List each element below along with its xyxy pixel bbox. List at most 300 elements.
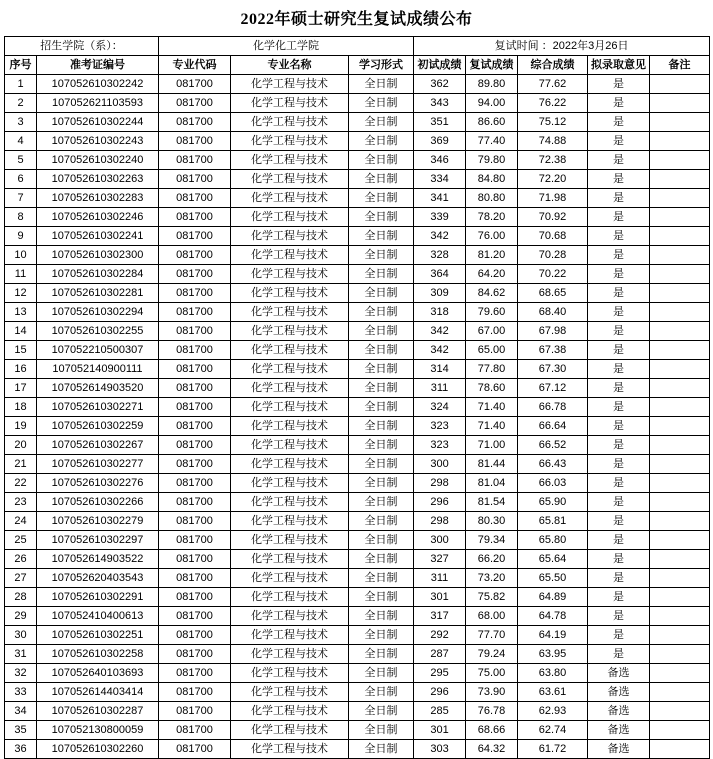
cell-seq: 9: [5, 227, 37, 246]
cell-major-code: 081700: [159, 455, 231, 474]
cell-major-name: 化学工程与技术: [231, 493, 349, 512]
cell-admission-opinion: 是: [588, 227, 650, 246]
table-row: [5, 379, 710, 398]
cell-total-score: 67.38: [518, 341, 588, 360]
cell-admission-opinion: 备选: [588, 683, 650, 702]
table-row: [5, 341, 710, 360]
cell-remark: [650, 569, 710, 588]
cell-remark: [650, 189, 710, 208]
cell-total-score: 65.81: [518, 512, 588, 531]
cell-major-code: 081700: [159, 246, 231, 265]
cell-total-score: 76.22: [518, 94, 588, 113]
cell-ticket: 107052610302241: [37, 227, 159, 246]
cell-ticket: 107052610302258: [37, 645, 159, 664]
cell-remark: [650, 265, 710, 284]
cell-admission-opinion: 是: [588, 151, 650, 170]
cell-remark: [650, 151, 710, 170]
cell-admission-opinion: 是: [588, 493, 650, 512]
cell-admission-opinion: 是: [588, 75, 650, 94]
table-row: [5, 151, 710, 170]
cell-seq: 10: [5, 246, 37, 265]
cell-remark: [650, 398, 710, 417]
cell-seq: 26: [5, 550, 37, 569]
cell-major-code: 081700: [159, 75, 231, 94]
cell-study-form: 全日制: [349, 303, 414, 322]
table-row: [5, 550, 710, 569]
cell-seq: 16: [5, 360, 37, 379]
cell-total-score: 63.61: [518, 683, 588, 702]
cell-total-score: 72.20: [518, 170, 588, 189]
table-body: [5, 37, 710, 759]
cell-first-score: 341: [414, 189, 466, 208]
cell-first-score: 296: [414, 683, 466, 702]
cell-retest-score: 76.78: [466, 702, 518, 721]
table-header-row: [5, 56, 710, 75]
col-header-study-form: 学习形式: [349, 56, 414, 75]
cell-admission-opinion: 是: [588, 341, 650, 360]
cell-remark: [650, 740, 710, 759]
cell-study-form: 全日制: [349, 436, 414, 455]
col-header-major-name: 专业名称: [231, 56, 349, 75]
table-row: [5, 436, 710, 455]
cell-remark: [650, 645, 710, 664]
cell-major-name: 化学工程与技术: [231, 474, 349, 493]
cell-major-code: 081700: [159, 436, 231, 455]
cell-major-code: 081700: [159, 360, 231, 379]
cell-ticket: 107052610302281: [37, 284, 159, 303]
cell-major-code: 081700: [159, 683, 231, 702]
cell-remark: [650, 550, 710, 569]
cell-major-code: 081700: [159, 94, 231, 113]
cell-admission-opinion: 是: [588, 132, 650, 151]
cell-total-score: 70.28: [518, 246, 588, 265]
table-row: [5, 246, 710, 265]
cell-major-name: 化学工程与技术: [231, 569, 349, 588]
cell-study-form: 全日制: [349, 265, 414, 284]
cell-first-score: 314: [414, 360, 466, 379]
cell-seq: 23: [5, 493, 37, 512]
cell-major-code: 081700: [159, 493, 231, 512]
table-row: [5, 569, 710, 588]
cell-remark: [650, 702, 710, 721]
cell-retest-score: 75.82: [466, 588, 518, 607]
cell-first-score: 296: [414, 493, 466, 512]
cell-seq: 2: [5, 94, 37, 113]
cell-first-score: 324: [414, 398, 466, 417]
cell-retest-score: 71.40: [466, 398, 518, 417]
cell-admission-opinion: 是: [588, 208, 650, 227]
cell-retest-score: 79.34: [466, 531, 518, 550]
cell-first-score: 342: [414, 227, 466, 246]
table-row: [5, 398, 710, 417]
cell-study-form: 全日制: [349, 607, 414, 626]
cell-total-score: 66.64: [518, 417, 588, 436]
cell-ticket: 107052410400613: [37, 607, 159, 626]
cell-major-code: 081700: [159, 569, 231, 588]
cell-admission-opinion: 是: [588, 626, 650, 645]
cell-first-score: 346: [414, 151, 466, 170]
cell-study-form: 全日制: [349, 721, 414, 740]
cell-major-name: 化学工程与技术: [231, 683, 349, 702]
cell-total-score: 68.65: [518, 284, 588, 303]
cell-retest-score: 81.54: [466, 493, 518, 512]
cell-major-name: 化学工程与技术: [231, 341, 349, 360]
table-row: [5, 265, 710, 284]
cell-ticket: 107052614903520: [37, 379, 159, 398]
cell-major-name: 化学工程与技术: [231, 607, 349, 626]
cell-major-code: 081700: [159, 512, 231, 531]
cell-remark: [650, 721, 710, 740]
cell-ticket: 107052610302251: [37, 626, 159, 645]
cell-first-score: 285: [414, 702, 466, 721]
cell-retest-score: 86.60: [466, 113, 518, 132]
cell-admission-opinion: 是: [588, 607, 650, 626]
cell-major-code: 081700: [159, 265, 231, 284]
cell-first-score: 323: [414, 417, 466, 436]
cell-major-name: 化学工程与技术: [231, 740, 349, 759]
cell-retest-score: 65.00: [466, 341, 518, 360]
cell-ticket: 107052610302277: [37, 455, 159, 474]
cell-admission-opinion: 是: [588, 379, 650, 398]
cell-total-score: 74.88: [518, 132, 588, 151]
cell-major-name: 化学工程与技术: [231, 550, 349, 569]
table-row: [5, 664, 710, 683]
cell-seq: 11: [5, 265, 37, 284]
cell-major-name: 化学工程与技术: [231, 94, 349, 113]
cell-retest-score: 64.20: [466, 265, 518, 284]
cell-major-code: 081700: [159, 531, 231, 550]
cell-total-score: 66.03: [518, 474, 588, 493]
table-row: [5, 132, 710, 151]
table-row: [5, 322, 710, 341]
cell-remark: [650, 341, 710, 360]
cell-remark: [650, 607, 710, 626]
table-row: [5, 455, 710, 474]
cell-total-score: 63.80: [518, 664, 588, 683]
cell-major-code: 081700: [159, 702, 231, 721]
table-row: [5, 208, 710, 227]
table-row: [5, 721, 710, 740]
cell-ticket: 107052610302291: [37, 588, 159, 607]
cell-study-form: 全日制: [349, 113, 414, 132]
cell-ticket: 107052614403414: [37, 683, 159, 702]
col-header-major-code: 专业代码: [159, 56, 231, 75]
cell-ticket: 107052130800059: [37, 721, 159, 740]
cell-remark: [650, 322, 710, 341]
cell-study-form: 全日制: [349, 132, 414, 151]
cell-remark: [650, 493, 710, 512]
cell-ticket: 107052610302240: [37, 151, 159, 170]
cell-study-form: 全日制: [349, 702, 414, 721]
cell-ticket: 107052610302243: [37, 132, 159, 151]
cell-seq: 6: [5, 170, 37, 189]
cell-retest-score: 80.30: [466, 512, 518, 531]
cell-total-score: 66.43: [518, 455, 588, 474]
cell-seq: 19: [5, 417, 37, 436]
cell-first-score: 298: [414, 512, 466, 531]
cell-study-form: 全日制: [349, 531, 414, 550]
cell-retest-score: 66.20: [466, 550, 518, 569]
cell-major-code: 081700: [159, 189, 231, 208]
cell-study-form: 全日制: [349, 246, 414, 265]
cell-major-name: 化学工程与技术: [231, 227, 349, 246]
cell-admission-opinion: 是: [588, 417, 650, 436]
cell-ticket: 107052621103593: [37, 94, 159, 113]
cell-major-code: 081700: [159, 607, 231, 626]
cell-total-score: 70.92: [518, 208, 588, 227]
cell-total-score: 77.62: [518, 75, 588, 94]
cell-ticket: 107052610302244: [37, 113, 159, 132]
table-row: [5, 683, 710, 702]
cell-admission-opinion: 是: [588, 550, 650, 569]
cell-retest-score: 78.20: [466, 208, 518, 227]
cell-retest-score: 68.66: [466, 721, 518, 740]
cell-remark: [650, 531, 710, 550]
cell-major-code: 081700: [159, 208, 231, 227]
cell-remark: [650, 360, 710, 379]
cell-first-score: 309: [414, 284, 466, 303]
cell-retest-score: 73.20: [466, 569, 518, 588]
cell-first-score: 287: [414, 645, 466, 664]
cell-first-score: 343: [414, 94, 466, 113]
cell-major-name: 化学工程与技术: [231, 664, 349, 683]
table-row: [5, 113, 710, 132]
cell-first-score: 311: [414, 569, 466, 588]
cell-major-name: 化学工程与技术: [231, 436, 349, 455]
cell-study-form: 全日制: [349, 512, 414, 531]
cell-total-score: 65.90: [518, 493, 588, 512]
cell-major-code: 081700: [159, 740, 231, 759]
cell-major-code: 081700: [159, 151, 231, 170]
cell-study-form: 全日制: [349, 398, 414, 417]
cell-ticket: 107052610302255: [37, 322, 159, 341]
page-title: 2022年硕士研究生复试成绩公布: [240, 11, 473, 28]
cell-total-score: 63.95: [518, 645, 588, 664]
cell-major-name: 化学工程与技术: [231, 417, 349, 436]
col-header-total-score: 综合成绩: [518, 56, 588, 75]
cell-admission-opinion: 是: [588, 94, 650, 113]
cell-retest-score: 94.00: [466, 94, 518, 113]
cell-first-score: 303: [414, 740, 466, 759]
cell-first-score: 351: [414, 113, 466, 132]
cell-total-score: 68.40: [518, 303, 588, 322]
cell-major-code: 081700: [159, 721, 231, 740]
cell-study-form: 全日制: [349, 284, 414, 303]
cell-seq: 35: [5, 721, 37, 740]
cell-study-form: 全日制: [349, 94, 414, 113]
cell-ticket: 107052140900111: [37, 360, 159, 379]
cell-major-code: 081700: [159, 417, 231, 436]
cell-major-name: 化学工程与技术: [231, 588, 349, 607]
cell-major-code: 081700: [159, 474, 231, 493]
cell-seq: 28: [5, 588, 37, 607]
cell-major-code: 081700: [159, 303, 231, 322]
cell-total-score: 65.50: [518, 569, 588, 588]
cell-study-form: 全日制: [349, 75, 414, 94]
cell-seq: 17: [5, 379, 37, 398]
cell-seq: 36: [5, 740, 37, 759]
table-row: [5, 189, 710, 208]
cell-admission-opinion: 是: [588, 360, 650, 379]
cell-total-score: 75.12: [518, 113, 588, 132]
cell-total-score: 62.74: [518, 721, 588, 740]
cell-retest-score: 71.00: [466, 436, 518, 455]
cell-retest-score: 78.60: [466, 379, 518, 398]
cell-study-form: 全日制: [349, 645, 414, 664]
cell-seq: 15: [5, 341, 37, 360]
col-header-first-score: 初试成绩: [414, 56, 466, 75]
cell-major-name: 化学工程与技术: [231, 132, 349, 151]
cell-major-code: 081700: [159, 341, 231, 360]
cell-seq: 14: [5, 322, 37, 341]
cell-ticket: 107052610302287: [37, 702, 159, 721]
cell-remark: [650, 436, 710, 455]
table-row: [5, 512, 710, 531]
cell-admission-opinion: 是: [588, 645, 650, 664]
cell-admission-opinion: 备选: [588, 721, 650, 740]
cell-remark: [650, 170, 710, 189]
table-row: [5, 417, 710, 436]
cell-first-score: 369: [414, 132, 466, 151]
cell-ticket: 107052610302259: [37, 417, 159, 436]
cell-retest-score: 68.00: [466, 607, 518, 626]
cell-seq: 4: [5, 132, 37, 151]
cell-study-form: 全日制: [349, 341, 414, 360]
cell-total-score: 64.78: [518, 607, 588, 626]
cell-major-code: 081700: [159, 113, 231, 132]
cell-study-form: 全日制: [349, 151, 414, 170]
cell-major-name: 化学工程与技术: [231, 170, 349, 189]
cell-remark: [650, 455, 710, 474]
cell-ticket: 107052610302279: [37, 512, 159, 531]
cell-first-score: 301: [414, 588, 466, 607]
cell-admission-opinion: 是: [588, 512, 650, 531]
cell-retest-score: 67.00: [466, 322, 518, 341]
cell-ticket: 107052610302283: [37, 189, 159, 208]
cell-seq: 18: [5, 398, 37, 417]
cell-ticket: 107052610302297: [37, 531, 159, 550]
cell-retest-score: 89.80: [466, 75, 518, 94]
cell-study-form: 全日制: [349, 455, 414, 474]
cell-total-score: 66.52: [518, 436, 588, 455]
cell-ticket: 107052640103693: [37, 664, 159, 683]
cell-retest-score: 79.24: [466, 645, 518, 664]
table-row: [5, 303, 710, 322]
cell-study-form: 全日制: [349, 474, 414, 493]
cell-remark: [650, 626, 710, 645]
cell-remark: [650, 303, 710, 322]
cell-major-code: 081700: [159, 588, 231, 607]
cell-study-form: 全日制: [349, 322, 414, 341]
cell-retest-score: 77.40: [466, 132, 518, 151]
cell-retest-score: 80.80: [466, 189, 518, 208]
cell-total-score: 66.78: [518, 398, 588, 417]
cell-remark: [650, 284, 710, 303]
cell-major-name: 化学工程与技术: [231, 455, 349, 474]
cell-remark: [650, 474, 710, 493]
table-row: [5, 740, 710, 759]
table-row: [5, 645, 710, 664]
cell-admission-opinion: 是: [588, 284, 650, 303]
cell-study-form: 全日制: [349, 227, 414, 246]
cell-admission-opinion: 是: [588, 588, 650, 607]
cell-seq: 20: [5, 436, 37, 455]
table-row: [5, 75, 710, 94]
cell-ticket: 107052610302266: [37, 493, 159, 512]
cell-ticket: 107052610302267: [37, 436, 159, 455]
table-row: [5, 626, 710, 645]
cell-remark: [650, 94, 710, 113]
table-row: [5, 94, 710, 113]
cell-total-score: 72.38: [518, 151, 588, 170]
cell-major-name: 化学工程与技术: [231, 208, 349, 227]
cell-study-form: 全日制: [349, 493, 414, 512]
cell-total-score: 64.89: [518, 588, 588, 607]
cell-study-form: 全日制: [349, 208, 414, 227]
cell-admission-opinion: 是: [588, 113, 650, 132]
cell-study-form: 全日制: [349, 740, 414, 759]
cell-major-name: 化学工程与技术: [231, 246, 349, 265]
cell-seq: 34: [5, 702, 37, 721]
cell-seq: 25: [5, 531, 37, 550]
cell-retest-score: 71.40: [466, 417, 518, 436]
cell-admission-opinion: 是: [588, 322, 650, 341]
cell-seq: 12: [5, 284, 37, 303]
cell-major-name: 化学工程与技术: [231, 702, 349, 721]
cell-major-code: 081700: [159, 170, 231, 189]
cell-first-score: 339: [414, 208, 466, 227]
cell-remark: [650, 227, 710, 246]
cell-ticket: 107052610302242: [37, 75, 159, 94]
cell-first-score: 334: [414, 170, 466, 189]
cell-remark: [650, 512, 710, 531]
cell-study-form: 全日制: [349, 379, 414, 398]
cell-retest-score: 73.90: [466, 683, 518, 702]
cell-remark: [650, 683, 710, 702]
col-header-seq: 序号: [5, 56, 37, 75]
table-row: [5, 531, 710, 550]
cell-first-score: 317: [414, 607, 466, 626]
cell-total-score: 70.22: [518, 265, 588, 284]
cell-total-score: 62.93: [518, 702, 588, 721]
cell-major-name: 化学工程与技术: [231, 322, 349, 341]
cell-seq: 27: [5, 569, 37, 588]
cell-admission-opinion: 是: [588, 436, 650, 455]
cell-major-code: 081700: [159, 398, 231, 417]
cell-retest-score: 81.04: [466, 474, 518, 493]
cell-major-code: 081700: [159, 322, 231, 341]
cell-admission-opinion: 是: [588, 265, 650, 284]
cell-major-name: 化学工程与技术: [231, 303, 349, 322]
cell-seq: 31: [5, 645, 37, 664]
cell-seq: 5: [5, 151, 37, 170]
cell-first-score: 300: [414, 455, 466, 474]
cell-study-form: 全日制: [349, 360, 414, 379]
cell-admission-opinion: 是: [588, 170, 650, 189]
cell-major-code: 081700: [159, 626, 231, 645]
table-row: [5, 493, 710, 512]
cell-ticket: 107052610302271: [37, 398, 159, 417]
cell-retest-score: 77.80: [466, 360, 518, 379]
cell-major-name: 化学工程与技术: [231, 151, 349, 170]
cell-ticket: 107052610302260: [37, 740, 159, 759]
cell-remark: [650, 246, 710, 265]
cell-major-code: 081700: [159, 379, 231, 398]
cell-ticket: 107052210500307: [37, 341, 159, 360]
cell-major-name: 化学工程与技术: [231, 284, 349, 303]
cell-first-score: 300: [414, 531, 466, 550]
cell-ticket: 107052610302284: [37, 265, 159, 284]
